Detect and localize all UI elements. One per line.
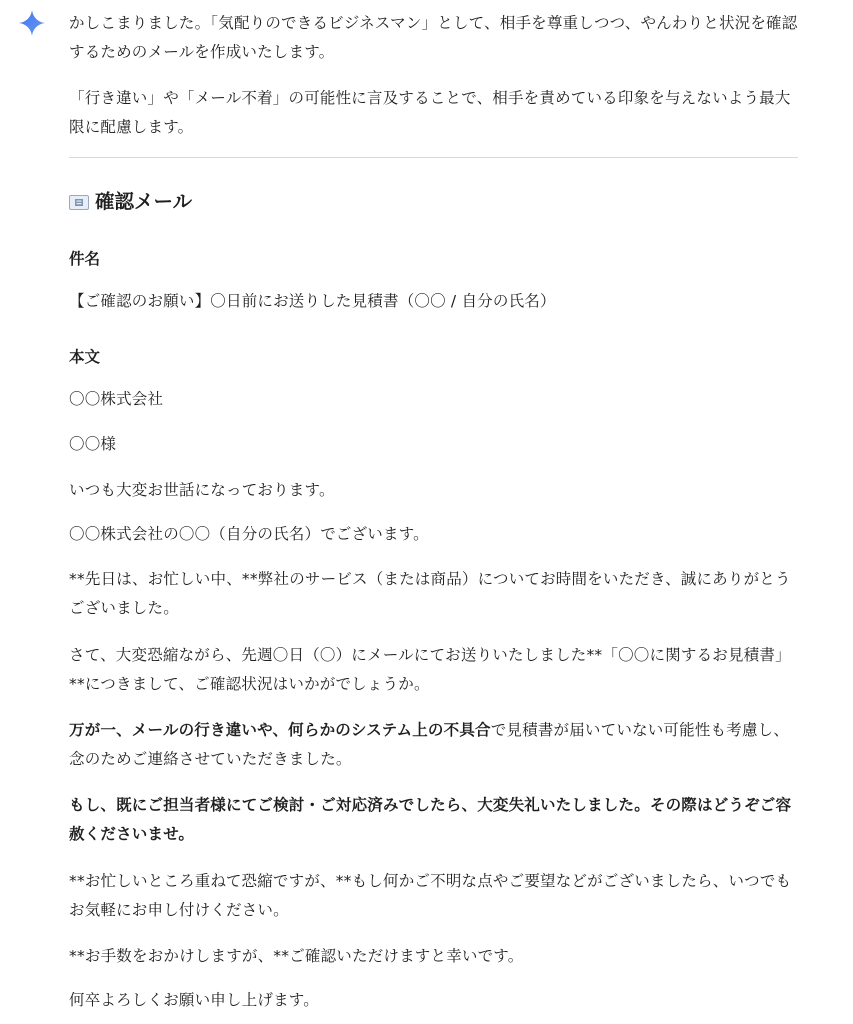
intro-paragraph: かしこまりました。「気配りのできるビジネスマン」として、相手を尊重しつつ、やんわりと状況を確認するためのメールを作成いたします。 bbox=[69, 14, 798, 61]
email-company: 〇〇株式会社 bbox=[69, 390, 164, 408]
email-greeting: いつも大変お世話になっております。 bbox=[69, 481, 335, 499]
gemini-sparkle-icon bbox=[19, 10, 45, 36]
email-recipient: 〇〇様 bbox=[69, 435, 117, 453]
email-self-intro: 〇〇株式会社の〇〇（自分の氏名）でございます。 bbox=[69, 525, 429, 543]
subject-label: 件名 bbox=[69, 250, 101, 268]
envelope-icon bbox=[69, 195, 89, 210]
email-closing: 何卒よろしくお願い申し上げます。 bbox=[69, 991, 319, 1009]
email-inquiry: さて、大変恐縮ながら、先週〇日（〇）にメールにてお送りいたしました**「〇〇に関するお見積書」**につきまして、ご確認状況はいかがでしょうか。 bbox=[69, 646, 791, 693]
body-label: 本文 bbox=[69, 348, 101, 366]
section-title: 確認メール bbox=[95, 190, 193, 213]
divider bbox=[69, 157, 798, 158]
email-request: **お手数をおかけしますが、**ご確認いただけますと幸いです。 bbox=[69, 947, 524, 965]
email-offer: **お忙しいところ重ねて恐縮ですが、**もし何かご不明な点やご要望などがございましたら、いつでもお気軽にお申し付けください。 bbox=[69, 872, 792, 919]
email-possibility-rest: で見積書が届いていない可能性も考慮し、念のためご連絡させていただきました。 bbox=[69, 721, 790, 768]
section-heading bbox=[69, 187, 192, 217]
intro-note-paragraph: 「行き違い」や「メール不着」の可能性に言及することで、相手を責めている印象を与えないよう最大限に配慮します。 bbox=[69, 89, 791, 136]
email-possibility-emphasis: 万が一、メールの行き違いや、何らかのシステム上の不具合 bbox=[69, 721, 491, 739]
email-thanks: **先日は、お忙しい中、**弊社のサービス（または商品）についてお時間をいただき、誠にありがとうございました。 bbox=[69, 570, 791, 617]
email-subject: 【ご確認のお願い】〇日前にお送りした見積書（〇〇 / 自分の氏名） bbox=[69, 292, 556, 310]
email-possibility bbox=[69, 716, 804, 774]
email-apology: もし、既にご担当者様にてご検討・ご対応済みでしたら、大変失礼いたしました。その際はどうぞご容赦くださいませ。 bbox=[69, 796, 792, 843]
